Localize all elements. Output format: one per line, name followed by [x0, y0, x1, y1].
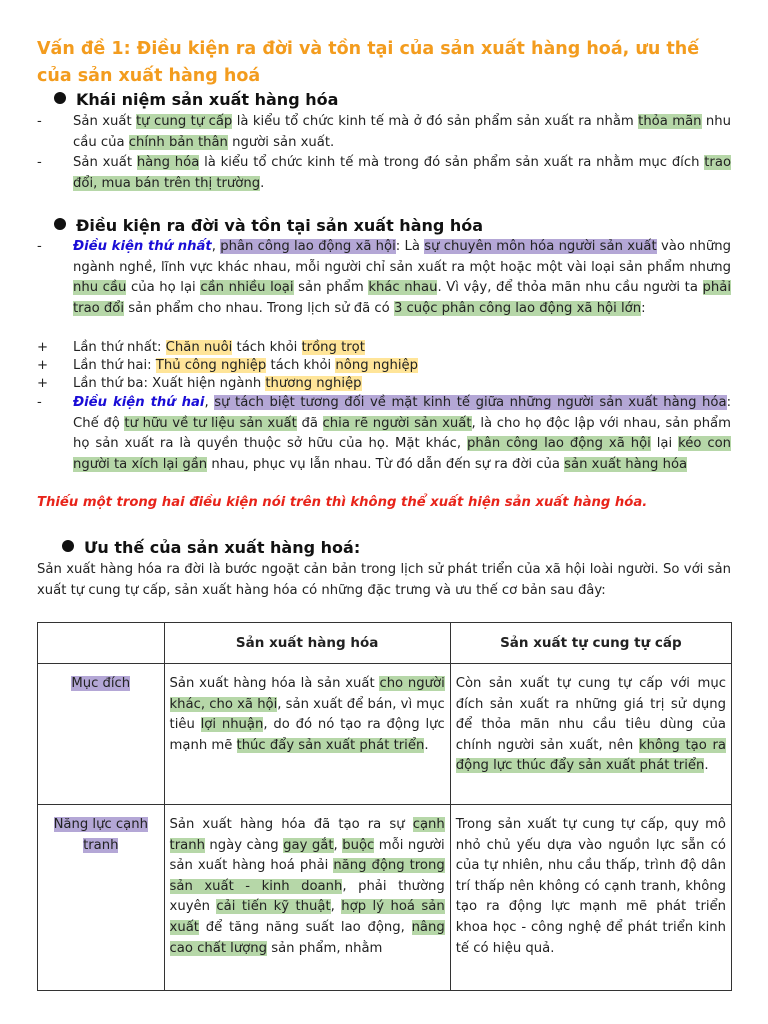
list-item	[37, 375, 731, 393]
table-header-row	[38, 623, 732, 664]
heading-text: Điều kiện ra đời và tồn tại sản xuất hàng hóa	[76, 216, 484, 235]
table-row	[38, 805, 732, 991]
list-item	[37, 112, 731, 153]
table-header-self-sufficient: Sản xuất tự cung tự cấp	[450, 623, 731, 664]
list-item	[37, 153, 731, 194]
list-item-text: Lần thứ nhất: Chăn nuôi tách khỏi trồng trọt	[73, 340, 365, 355]
bullet-dot	[54, 218, 66, 230]
page-title: Vấn đề 1: Điều kiện ra đời và tồn tại của sản xuất hàng hoá, ưu thế của sản xuất hàng hoá	[37, 39, 700, 86]
table-header-commodity: Sản xuất hàng hóa	[164, 623, 450, 664]
list-marker: +	[37, 340, 49, 355]
list-item-text: Sản xuất tự cung tự cấp là kiểu tổ chức kinh tế mà ở đó sản phẩm sản xuất ra nhằm thỏa mãn nhu cầu của chính bản thân người sản xuất.	[73, 114, 731, 150]
bullet-dot	[62, 540, 74, 552]
table-header-empty	[38, 623, 165, 664]
row-label-competitiveness: Năng lực cạnh tranh	[38, 805, 165, 991]
list-marker: -	[37, 395, 42, 410]
conclusion-note: Thiếu một trong hai điều kiện nói trên thì không thể xuất hiện sản xuất hàng hóa.	[37, 495, 648, 510]
condition-two	[37, 393, 731, 475]
list-item-text: Lần thứ ba: Xuất hiện ngành thương nghiệp	[73, 376, 362, 391]
table-row	[38, 664, 732, 805]
heading-text: Khái niệm sản xuất hàng hóa	[76, 90, 339, 109]
condition-one	[37, 237, 731, 319]
list-marker: -	[37, 239, 42, 254]
table-cell: Còn sản xuất tự cung tự cấp với mục đích sản xuất ra những giá trị sử dụng để thỏa mãn nhu cầu tiêu dùng của chính người sản xuất, nên không tạo ra động lực thúc đẩy sản xuất phát triển.	[450, 664, 731, 805]
bullet-dot	[54, 92, 66, 104]
heading-text: Ưu thế của sản xuất hàng hoá:	[84, 538, 361, 557]
table-cell: Trong sản xuất tự cung tự cấp, quy mô nhỏ chủ yếu dựa vào nguồn lực sẵn có của tự nhiên, nhu cầu thấp, trình độ dân trí thấp nên không có cạnh tranh, không tạo ra động lực mạnh mẽ phát triển khoa học - công nghệ để phát triển kinh tế có hiệu quả.	[450, 805, 731, 991]
comparison-table	[37, 622, 732, 991]
section-heading-concept	[54, 90, 338, 110]
list-item	[37, 339, 731, 357]
condition-two-text: Điều kiện thứ hai, sự tách biệt tương đối về mặt kinh tế giữa những người sản xuất hàng hóa: Chế độ tư hữu về tư liệu sản xuất đã chia rẽ người sản xuất, là cho họ độc lập với nhau, sản phẩm họ sản xuất ra là quyền thuộc sở hữu của họ. Mặt khác, phân công lao động xã hội lại kéo con người ta xích lại gần nhau, phục vụ lẫn nhau. Từ đó dẫn đến sự ra đời của sản xuất hàng hóa	[73, 395, 732, 472]
condition-one-text: Điều kiện thứ nhất, phân công lao động xã hội: Là sự chuyên môn hóa người sản xuất vào những ngành nghề, lĩnh vực khác nhau, mỗi người chỉ sản xuất ra một hoặc một vài loại sản phẩm nhưng nhu cầu của họ lại cần nhiều loại sản phẩm khác nhau. Vì vậy, để thỏa mãn nhu cầu người ta phải trao đổi sản phẩm cho nhau. Trong lịch sử đã có 3 cuộc phân công lao động xã hội lớn:	[73, 239, 731, 316]
list-item-text: Lần thứ hai: Thủ công nghiệp tách khỏi nông nghiệp	[73, 358, 419, 373]
list-marker: +	[37, 376, 49, 391]
list-marker: +	[37, 358, 49, 373]
section-heading-advantages	[62, 538, 360, 558]
list-item-text: Sản xuất hàng hóa là kiểu tổ chức kinh tế mà trong đó sản phẩm sản xuất ra nhằm mục đích trao đổi, mua bán trên thị trường.	[73, 155, 732, 191]
row-label-purpose: Mục đích	[38, 664, 165, 805]
list-marker: -	[37, 155, 42, 170]
table-cell: Sản xuất hàng hóa đã tạo ra sự cạnh tranh ngày càng gay gắt, buộc mỗi người sản xuất hàng hoá phải năng động trong sản xuất - kinh doanh, phải thường xuyên cải tiến kỹ thuật, hợp lý hoá sản xuất để tăng năng suất lao động, nâng cao chất lượng sản phẩm, nhằm	[164, 805, 450, 991]
intro-paragraph: Sản xuất hàng hóa ra đời là bước ngoặt cản bản trong lịch sử phát triển của xã hội loài người. So với sản xuất tự cung tự cấp, sản xuất hàng hóa có những đặc trưng và ưu thế cơ bản sau đây:	[37, 562, 731, 598]
table-cell: Sản xuất hàng hóa là sản xuất cho người khác, cho xã hội, sản xuất để bán, vì mục tiêu lợi nhuận, do đó nó tạo ra động lực mạnh mẽ thúc đẩy sản xuất phát triển.	[164, 664, 450, 805]
section-heading-conditions	[54, 216, 483, 236]
list-item	[37, 357, 731, 375]
list-marker: -	[37, 114, 42, 129]
